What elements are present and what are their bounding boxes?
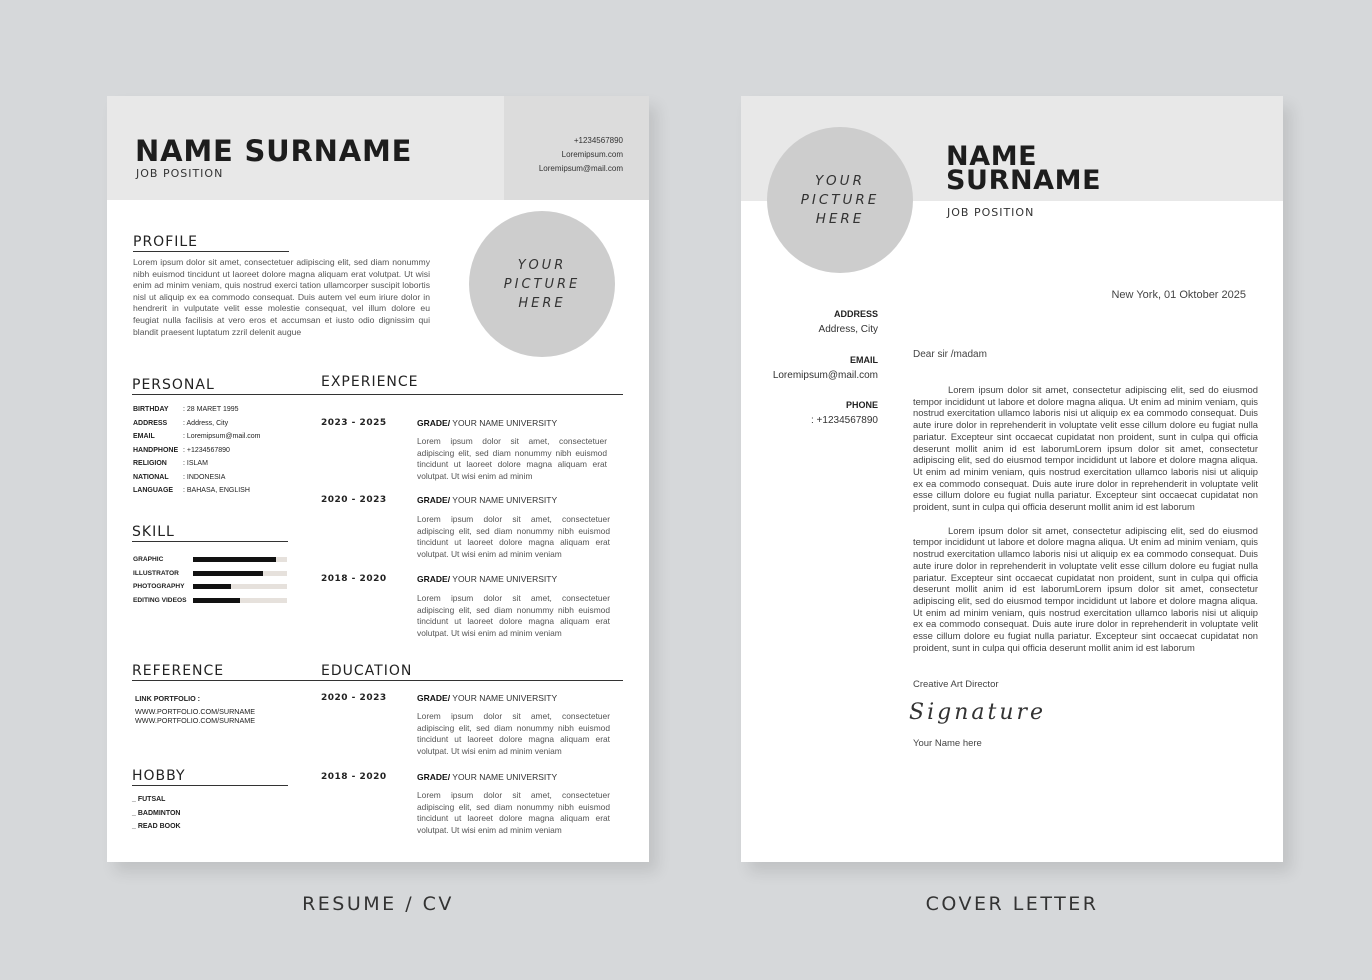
- detail-value: : Address, City: [183, 419, 229, 427]
- personal-row: [133, 430, 261, 444]
- skill-row: [133, 594, 289, 608]
- resume-email: Loremipsum@mail.com: [538, 164, 623, 173]
- skill-bar-fill: [193, 557, 276, 562]
- resume-website: Loremipsum.com: [561, 150, 623, 159]
- experience-grade: [417, 574, 557, 584]
- phone-label: PHONE: [845, 400, 878, 410]
- experience-desc: Lorem ipsum dolor sit amet, consectetuer adipiscing elit, sed diam nonummy nibh euismod tincidunt ut laoreet dolore magna aliquam erat volutpat. Ut wisi enim ad minim veniam: [417, 593, 610, 638]
- grade-label: GRADE/: [417, 772, 451, 782]
- personal-details: [133, 403, 261, 498]
- address-value: Address, City: [818, 324, 878, 335]
- resume-contact: [539, 134, 623, 176]
- education-years: 2018 - 2020: [321, 772, 387, 782]
- resume-caption: RESUME / CV: [302, 893, 454, 915]
- email-value: Loremipsum@mail.com: [772, 370, 878, 381]
- personal-row: [133, 444, 261, 458]
- skill-list: [133, 553, 289, 607]
- letter-name: [946, 141, 1102, 196]
- detail-key: HANDPHONE: [133, 446, 179, 454]
- skill-bar: [193, 557, 287, 562]
- phone-value: : +1234567890: [810, 415, 878, 426]
- skill-bar: [193, 571, 287, 576]
- letter-job-position: JOB POSITION: [947, 206, 1035, 219]
- school-name: YOUR NAME UNIVERSITY: [450, 574, 558, 584]
- skill-label: EDITING VIDEOS: [133, 596, 187, 604]
- letter-email: [773, 353, 878, 383]
- experience-years: 2020 - 2023: [321, 495, 387, 505]
- detail-value: : ISLAM: [183, 460, 208, 467]
- letter-greeting: Dear sir /madam: [913, 349, 987, 360]
- skill-title: SKILL: [132, 524, 288, 542]
- personal-row: [133, 417, 261, 431]
- experience-years: 2018 - 2020: [321, 574, 387, 584]
- resume-name: NAME SURNAME: [135, 134, 413, 168]
- grade-label: GRADE/: [417, 418, 451, 428]
- detail-key: RELIGION: [133, 460, 167, 467]
- skill-bar: [193, 584, 287, 589]
- portfolio-link[interactable]: WWW.PORTFOLIO.COM/SURNAME: [135, 716, 256, 725]
- experience-grade: [417, 418, 557, 428]
- letter-phone: [811, 398, 878, 428]
- resume-photo-placeholder: [469, 211, 615, 357]
- signature: Signature: [909, 700, 1047, 725]
- skill-row: [133, 580, 289, 594]
- hobby-item: _ READ BOOK: [132, 823, 181, 830]
- experience-years: 2023 - 2025: [321, 418, 387, 428]
- detail-value: : BAHASA, ENGLISH: [183, 487, 250, 494]
- reference-title: REFERENCE: [132, 663, 225, 679]
- skill-row: [133, 553, 289, 567]
- grade-label: GRADE/: [417, 693, 451, 703]
- detail-key: BIRTHDAY: [133, 406, 169, 413]
- resume-job-position: JOB POSITION: [136, 167, 224, 180]
- skill-row: [133, 567, 289, 581]
- education-title: EDUCATION: [321, 663, 413, 679]
- detail-key: ADDRESS: [133, 419, 168, 427]
- detail-value: : Loremipsum@mail.com: [183, 433, 261, 440]
- letter-date: New York, 01 Oktober 2025: [1111, 289, 1246, 301]
- personal-row: [133, 457, 261, 471]
- letter-paragraph: Lorem ipsum dolor sit amet, consectetur adipiscing elit, sed do eiusmod tempor incididunt ut labore et dolore magna aliqua. Ut enim ad minim veniam, quis nostrud exercitation ullamco laboris nisi ut aliquip ex ea commodo consequat. Duis aute irure dolor in reprehenderit in voluptate velit esse cillum dolore eu fugiat nulla pariatur. Excepteur sint occaecat cupidatat non proident, sunt in culpa qui officia deserunt mollit anim id est laborumLorem ipsum dolor sit amet, consectetur adipiscing elit, sed do eiusmod tempor incididunt ut labore et dolore magna aliqua. Ut enim ad minim veniam, quis nostrud exercitation ullamco laboris nisi ut aliquip ex ea commodo consequat. Duis aute irure dolor in reprehenderit in voluptate velit esse cillum dolore eu fugiat nulla pariatur. Excepteur sint occaecat cupidatat non proident, sunt in culpa qui officia deserunt mollit anim id est laborum: [913, 524, 1258, 653]
- detail-value: : INDONESIA: [183, 473, 226, 481]
- grade-label: GRADE/: [417, 574, 451, 584]
- letter-role: Creative Art Director: [913, 679, 999, 690]
- personal-row: [133, 484, 261, 498]
- cover-letter-caption: COVER LETTER: [925, 893, 1099, 915]
- photo-text-line: HERE: [815, 210, 865, 227]
- skill-bar-fill: [193, 598, 240, 603]
- profile-text: Lorem ipsum dolor sit amet, consectetuer adipiscing elit, sed diam nonummy nibh euismod tincidunt ut laoreet dolore magna aliquam erat volutpat. Ut wisi enim ad minim veniam, quis nostrud exerci tation ullamcorper suscipit lobortis nisl ut aliquip ex ea commodo consequat. Duis autem vel eum iriure dolor in hendrerit in vulputate velit esse molestie consequat, vel illum dolore eu feugiat nulla facilisis at vero eros et accumsan et iusto odio dignissim qui blandit praesent luptatum zzril delenit augue: [133, 257, 430, 337]
- letter-name-line: SURNAME: [946, 165, 1102, 196]
- school-name: YOUR NAME UNIVERSITY: [450, 693, 558, 703]
- grade-label: GRADE/: [417, 495, 451, 505]
- resume-phone: +1234567890: [573, 136, 623, 145]
- education-years: 2020 - 2023: [321, 693, 387, 703]
- portfolio-link[interactable]: WWW.PORTFOLIO.COM/SURNAME: [135, 706, 256, 716]
- skill-bar: [193, 598, 287, 603]
- school-name: YOUR NAME UNIVERSITY: [450, 495, 558, 505]
- personal-divider: [132, 394, 623, 395]
- address-label: ADDRESS: [833, 309, 878, 319]
- education-grade: [417, 693, 557, 703]
- profile-title: PROFILE: [133, 234, 289, 252]
- reference-divider: [132, 680, 623, 681]
- photo-text-line: YOUR: [517, 257, 567, 273]
- experience-desc: Lorem ipsum dolor sit amet, consectetuer adipiscing elit, sed diam nonummy nibh euismod tincidunt ut laoreet dolore magna aliquam erat volutpat. Ut wisi enim ad minim: [417, 436, 607, 481]
- cover-letter-page: [741, 96, 1283, 862]
- hobby-list: [132, 793, 181, 834]
- experience-grade: [417, 495, 557, 505]
- skill-label: PHOTOGRAPHY: [133, 583, 185, 591]
- signer-name: Your Name here: [913, 738, 982, 749]
- hobby-title: HOBBY: [132, 768, 288, 786]
- skill-label: GRAPHIC: [133, 556, 164, 564]
- experience-title: EXPERIENCE: [321, 374, 419, 390]
- personal-title: PERSONAL: [132, 377, 215, 393]
- detail-key: EMAIL: [133, 433, 155, 440]
- photo-text-line: PICTURE: [503, 276, 581, 292]
- resume-page: [107, 96, 649, 862]
- skill-bar-fill: [193, 584, 231, 589]
- education-desc: Lorem ipsum dolor sit amet, consectetuer adipiscing elit, sed diam nonummy nibh euismod tincidunt ut laoreet dolore magna aliquam erat volutpat. Ut wisi enim ad minim veniam: [417, 711, 610, 756]
- hobby-item: _ BADMINTON: [132, 809, 181, 817]
- personal-row: [133, 471, 261, 485]
- skill-label: ILLUSTRATOR: [133, 569, 179, 577]
- detail-value: : +1234567890: [183, 446, 230, 454]
- reference-label: LINK PORTFOLIO :: [135, 694, 201, 703]
- reference-block: [135, 694, 255, 726]
- photo-text-line: YOUR: [815, 172, 865, 189]
- letter-address: [819, 307, 878, 337]
- letter-body: [913, 384, 1258, 665]
- detail-key: LANGUAGE: [133, 487, 174, 494]
- hobby-item: _ FUTSAL: [132, 796, 166, 803]
- letter-name-line: NAME: [946, 141, 1038, 172]
- detail-value: : 28 MARET 1995: [183, 406, 239, 413]
- letter-photo-placeholder: [767, 127, 913, 273]
- personal-row: [133, 403, 261, 417]
- photo-text-line: PICTURE: [800, 191, 880, 208]
- education-grade: [417, 772, 557, 782]
- experience-desc: Lorem ipsum dolor sit amet, consectetuer adipiscing elit, sed diam nonummy nibh euismod tincidunt ut laoreet dolore magna aliquam erat volutpat. Ut wisi enim ad minim veniam: [417, 514, 610, 559]
- skill-bar-fill: [193, 571, 263, 576]
- photo-text-line: HERE: [518, 295, 566, 311]
- detail-key: NATIONAL: [133, 473, 169, 481]
- school-name: YOUR NAME UNIVERSITY: [450, 418, 558, 428]
- letter-paragraph: Lorem ipsum dolor sit amet, consectetur adipiscing elit, sed do eiusmod tempor incididunt ut labore et dolore magna aliqua. Ut enim ad minim veniam, quis nostrud exercitation ullamco laboris nisi ut aliquip ex ea commodo consequat. Duis aute irure dolor in reprehenderit in voluptate velit esse cillum dolore eu fugiat nulla pariatur. Excepteur sint occaecat cupidatat non proident, sunt in culpa qui officia deserunt mollit anim id est laborumLorem ipsum dolor sit amet, consectetur adipiscing elit, sed do eiusmod tempor incididunt ut labore et dolore magna aliqua. Ut enim ad minim veniam, quis nostrud exercitation ullamco laboris nisi ut aliquip ex ea commodo consequat. Duis aute irure dolor in reprehenderit in voluptate velit esse cillum dolore eu fugiat nulla pariatur. Excepteur sint occaecat cupidatat non proident, sunt in culpa qui officia deserunt mollit anim id est laborum: [913, 384, 1258, 513]
- school-name: YOUR NAME UNIVERSITY: [450, 772, 558, 782]
- email-label: EMAIL: [850, 355, 878, 365]
- education-desc: Lorem ipsum dolor sit amet, consectetuer adipiscing elit, sed diam nonummy nibh euismod tincidunt ut laoreet dolore magna aliquam erat volutpat. Ut wisi enim ad minim veniam: [417, 790, 610, 835]
